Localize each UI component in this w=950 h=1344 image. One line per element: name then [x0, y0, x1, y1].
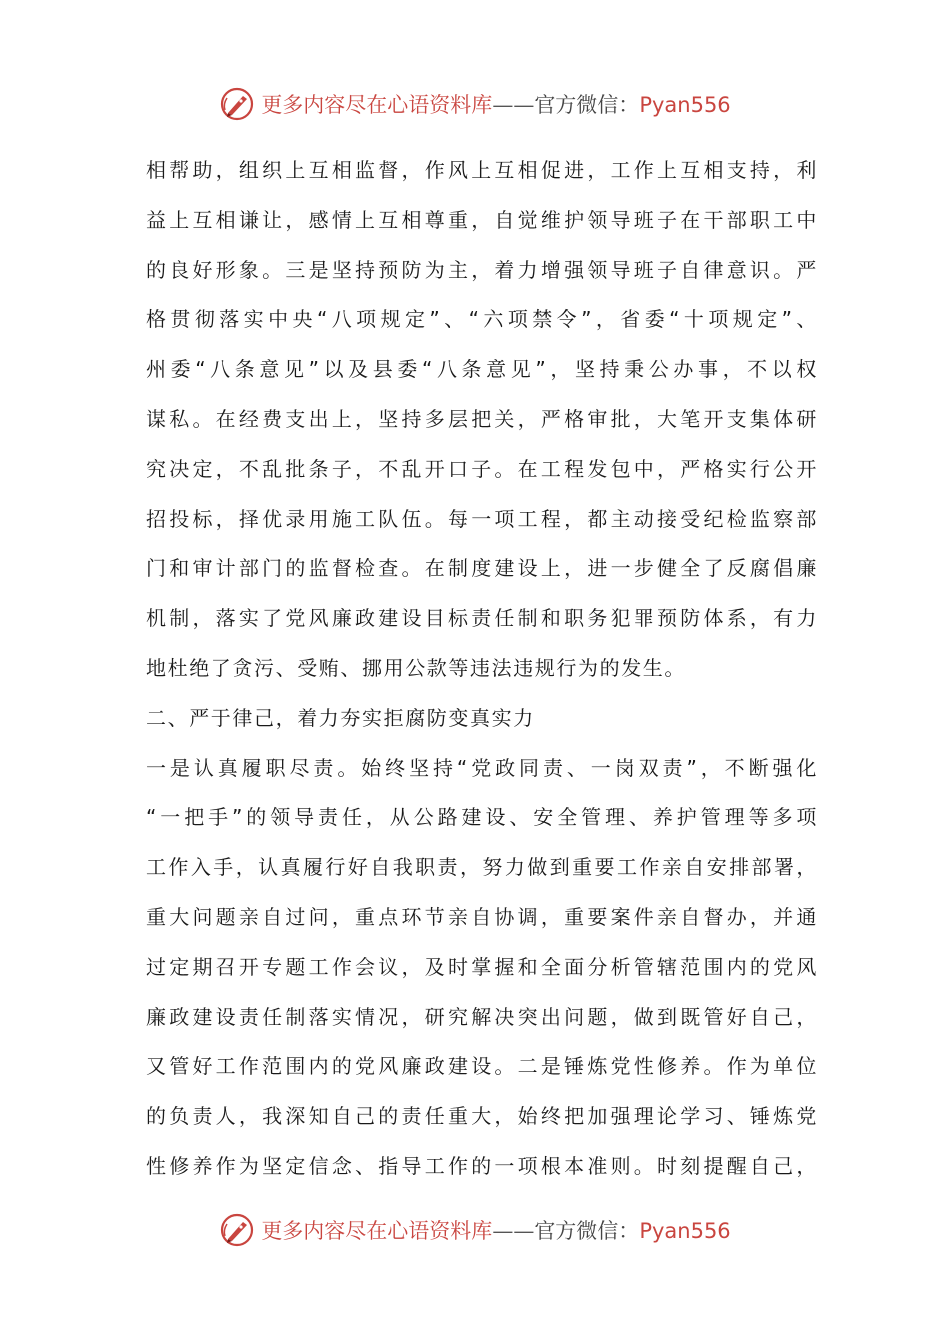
text-line: 机制，落实了党风廉政建设目标责任制和职务犯罪预防体系，有力 [146, 606, 818, 631]
banner-wechat-id: Pyan556 [639, 93, 731, 117]
text-line: 过定期召开专题工作会议，及时掌握和全面分析管辖范围内的党风 [146, 954, 818, 979]
text-line: 一是认真履职尽责。始终坚持“党政同责、一岗双责”，不断强化 [146, 755, 818, 780]
footer-banner [0, 1208, 950, 1252]
banner-dash: —— [492, 93, 535, 117]
footer-banner-content [219, 1212, 730, 1248]
banner-site-name: 更多内容尽在心语资料库 [261, 93, 493, 117]
text-line: 性修养作为坚定信念、指导工作的一项根本准则。时刻提醒自己， [146, 1153, 818, 1178]
banner-dash: —— [492, 1219, 535, 1243]
banner-wechat-label: 官方微信： [534, 93, 640, 117]
text-line: 又管好工作范围内的党风廉政建设。二是锤炼党性修养。作为单位 [146, 1054, 818, 1079]
text-line: 工作入手，认真履行好自我职责，努力做到重要工作亲自安排部署， [146, 855, 818, 880]
text-line: 招投标，择优录用施工队伍。每一项工程，都主动接受纪检监察部 [146, 506, 818, 531]
text-line: 门和审计部门的监督检查。在制度建设上，进一步健全了反腐倡廉 [146, 556, 818, 581]
banner-wechat-id: Pyan556 [639, 1219, 731, 1243]
text-line: 的负责人，我深知自己的责任重大，始终把加强理论学习、锤炼党 [146, 1104, 818, 1129]
header-banner-content [219, 86, 730, 122]
header-banner [0, 82, 950, 126]
text-line: 格贯彻落实中央“八项规定”、“六项禁令”，省委“十项规定”、 [146, 307, 818, 332]
header-banner-text [261, 89, 730, 119]
pen-nib-logo-icon [219, 86, 255, 122]
banner-wechat-label: 官方微信： [534, 1219, 640, 1243]
text-line: 的良好形象。三是坚持预防为主，着力增强领导班子自律意识。严 [146, 257, 818, 282]
footer-banner-text [261, 1215, 730, 1245]
banner-site-name: 更多内容尽在心语资料库 [261, 1219, 493, 1243]
text-line: 廉政建设责任制落实情况，研究解决突出问题，做到既管好自己， [146, 1004, 818, 1029]
text-line: 益上互相谦让，感情上互相尊重，自觉维护领导班子在干部职工中 [146, 207, 818, 232]
document-body [146, 146, 818, 1192]
text-line: 相帮助，组织上互相监督，作风上互相促进，工作上互相支持，利 [146, 158, 818, 182]
text-line: 二、严于律己，着力夯实拒腐防变真实力 [146, 705, 535, 730]
text-line: 重大问题亲自过问，重点环节亲自协调，重要案件亲自督办，并通 [146, 904, 818, 929]
text-line: 谋私。在经费支出上，坚持多层把关，严格审批，大笔开支集体研 [146, 406, 818, 431]
text-line: 地杜绝了贪污、受贿、挪用公款等违法违规行为的发生。 [146, 655, 686, 680]
text-line: “一把手”的领导责任，从公路建设、安全管理、养护管理等多项 [146, 805, 818, 830]
pen-nib-logo-icon [219, 1212, 255, 1248]
text-line: 州委“八条意见”以及县委“八条意见”，坚持秉公办事，不以权 [146, 357, 818, 382]
text-line: 究决定，不乱批条子，不乱开口子。在工程发包中，严格实行公开 [146, 456, 818, 481]
